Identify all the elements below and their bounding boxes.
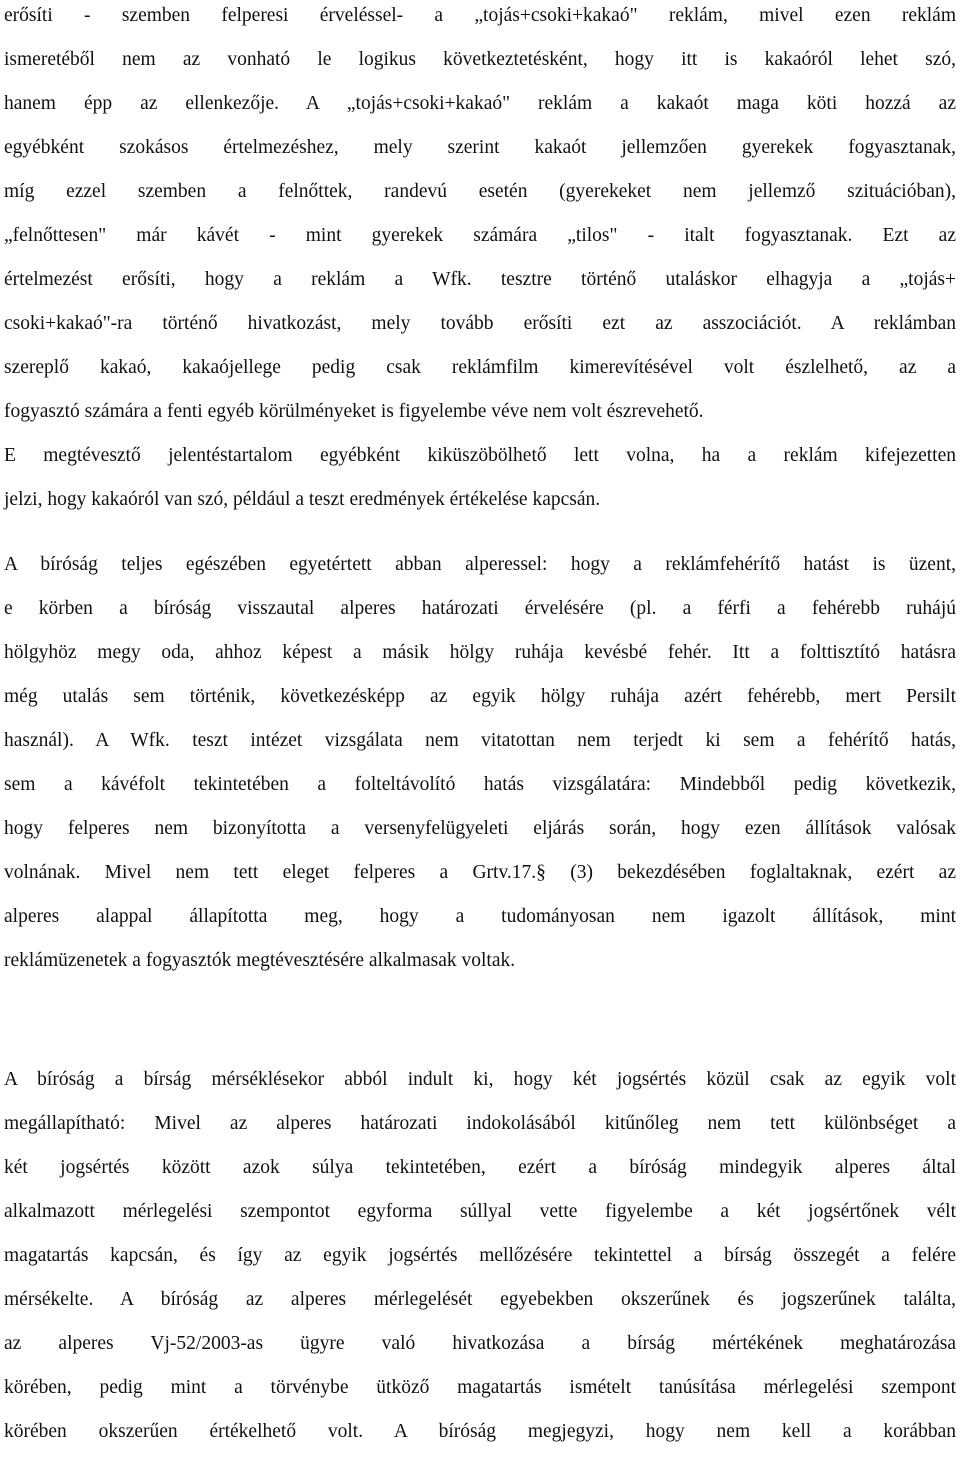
text-line: „felnőttesen" már kávét - mint gyerekek számára „tilos" - italt fogyasztanak. Ezt az [4,225,956,246]
text-line: sem a kávéfolt tekintetében a folteltávolító hatás vizsgálatára: Mindebből pedig következik, [4,774,956,795]
text-line: értelmezést erősíti, hogy a reklám a Wfk. tesztre történő utaláskor elhagyja a „tojás+ [4,269,956,290]
text-line: hogy felperes nem bizonyította a versenyfelügyeleti eljárás során, hogy ezen állítások valósak [4,818,956,839]
text-line: hölgyhöz megy oda, ahhoz képest a másik hölgy ruhája kevésbé fehér. Itt a folttisztító hatásra [4,642,956,663]
text-line: szereplő kakaó, kakaójellege pedig csak reklámfilm kimerevítésével volt észlelhető, az a [4,357,956,378]
text-line: alkalmazott mérlegelési szempontot egyforma súllyal vette figyelembe a két jogsértőnek vélt [4,1201,956,1222]
text-line: míg ezzel szemben a felnőttek, randevú esetén (gyerekeket nem jellemző szituációban), [4,181,956,202]
text-line: erősíti - szemben felperesi érveléssel- a „tojás+csoki+kakaó" reklám, mivel ezen reklám [4,5,956,26]
text-line: egyébként szokásos értelmezéshez, mely szerint kakaót jellemzően gyerekek fogyasztanak, [4,137,956,158]
text-line: mérsékelte. A bíróság az alperes mérlegelését egyebekben okszerűnek és jogszerűnek találta, [4,1289,956,1310]
text-line: fogyasztó számára a fenti egyéb körülményeket is figyelembe véve nem volt észrevehető. [4,401,704,422]
text-line: jelzi, hogy kakaóról van szó, például a teszt eredmények értékelése kapcsán. [4,489,601,510]
text-line: megállapítható: Mivel az alperes határozati indokolásából kitűnőleg nem tett különbséget a [4,1113,956,1134]
text-line: A bíróság a bírság mérséklésekor abból indult ki, hogy két jogsértés közül csak az egyik volt [4,1069,956,1090]
paragraph-1 [4,1,956,529]
text-line: használ). A Wfk. teszt intézet vizsgálata nem vitatottan nem terjedt ki sem a fehérítő hatás, [4,730,956,751]
text-line: az alperes Vj-52/2003-as ügyre való hivatkozása a bírság mértékének meghatározása [4,1333,956,1354]
text-line: csoki+kakaó"-ra történő hivatkozást, mely tovább erősíti ezt az asszociációt. A reklámban [4,313,956,334]
text-line: ismeretéből nem az vonható le logikus következtetésként, hogy itt is kakaóról lehet szó, [4,49,956,70]
text-line: még utalás sem történik, következésképp az egyik hölgy ruhája azért fehérebb, mert Persilt [4,686,956,707]
text-line: reklámüzenetek a fogyasztók megtévesztésére alkalmasak voltak. [4,950,516,971]
text-line: alperes alappal állapította meg, hogy a tudományosan nem igazolt állítások, mint [4,906,956,927]
text-line: E megtévesztő jelentéstartalom egyébként kiküszöbölhető lett volna, ha a reklám kifejezetten [4,445,956,466]
text-line: magatartás kapcsán, és így az egyik jogsértés mellőzésére tekintettel a bírság összegét a felére [4,1245,956,1266]
paragraph-2 [4,550,956,990]
text-line: körében okszerűen értékelhető volt. A bíróság megjegyzi, hogy nem kell a korábban [4,1421,956,1442]
text-line: volnának. Mivel nem tett eleget felperes a Grtv.17.§ (3) bekezdésében foglaltaknak, ezért az [4,862,956,883]
text-line: körében, pedig mint a törvénybe ütköző magatartás ismételt tanúsítása mérlegelési szempont [4,1377,956,1398]
text-line: két jogsértés között azok súlya tekintetében, ezért a bíróság mindegyik alperes által [4,1157,956,1178]
text-line: e körben a bíróság visszautal alperes határozati érvelésére (pl. a férfi a fehérebb ruhájú [4,598,956,619]
paragraph-3 [4,1065,956,1461]
text-line: hanem épp az ellenkezője. A „tojás+csoki+kakaó" reklám a kakaót maga köti hozzá az [4,93,956,114]
text-line: A bíróság teljes egészében egyetértett abban alperessel: hogy a reklámfehérítő hatást is üzent, [4,554,956,575]
